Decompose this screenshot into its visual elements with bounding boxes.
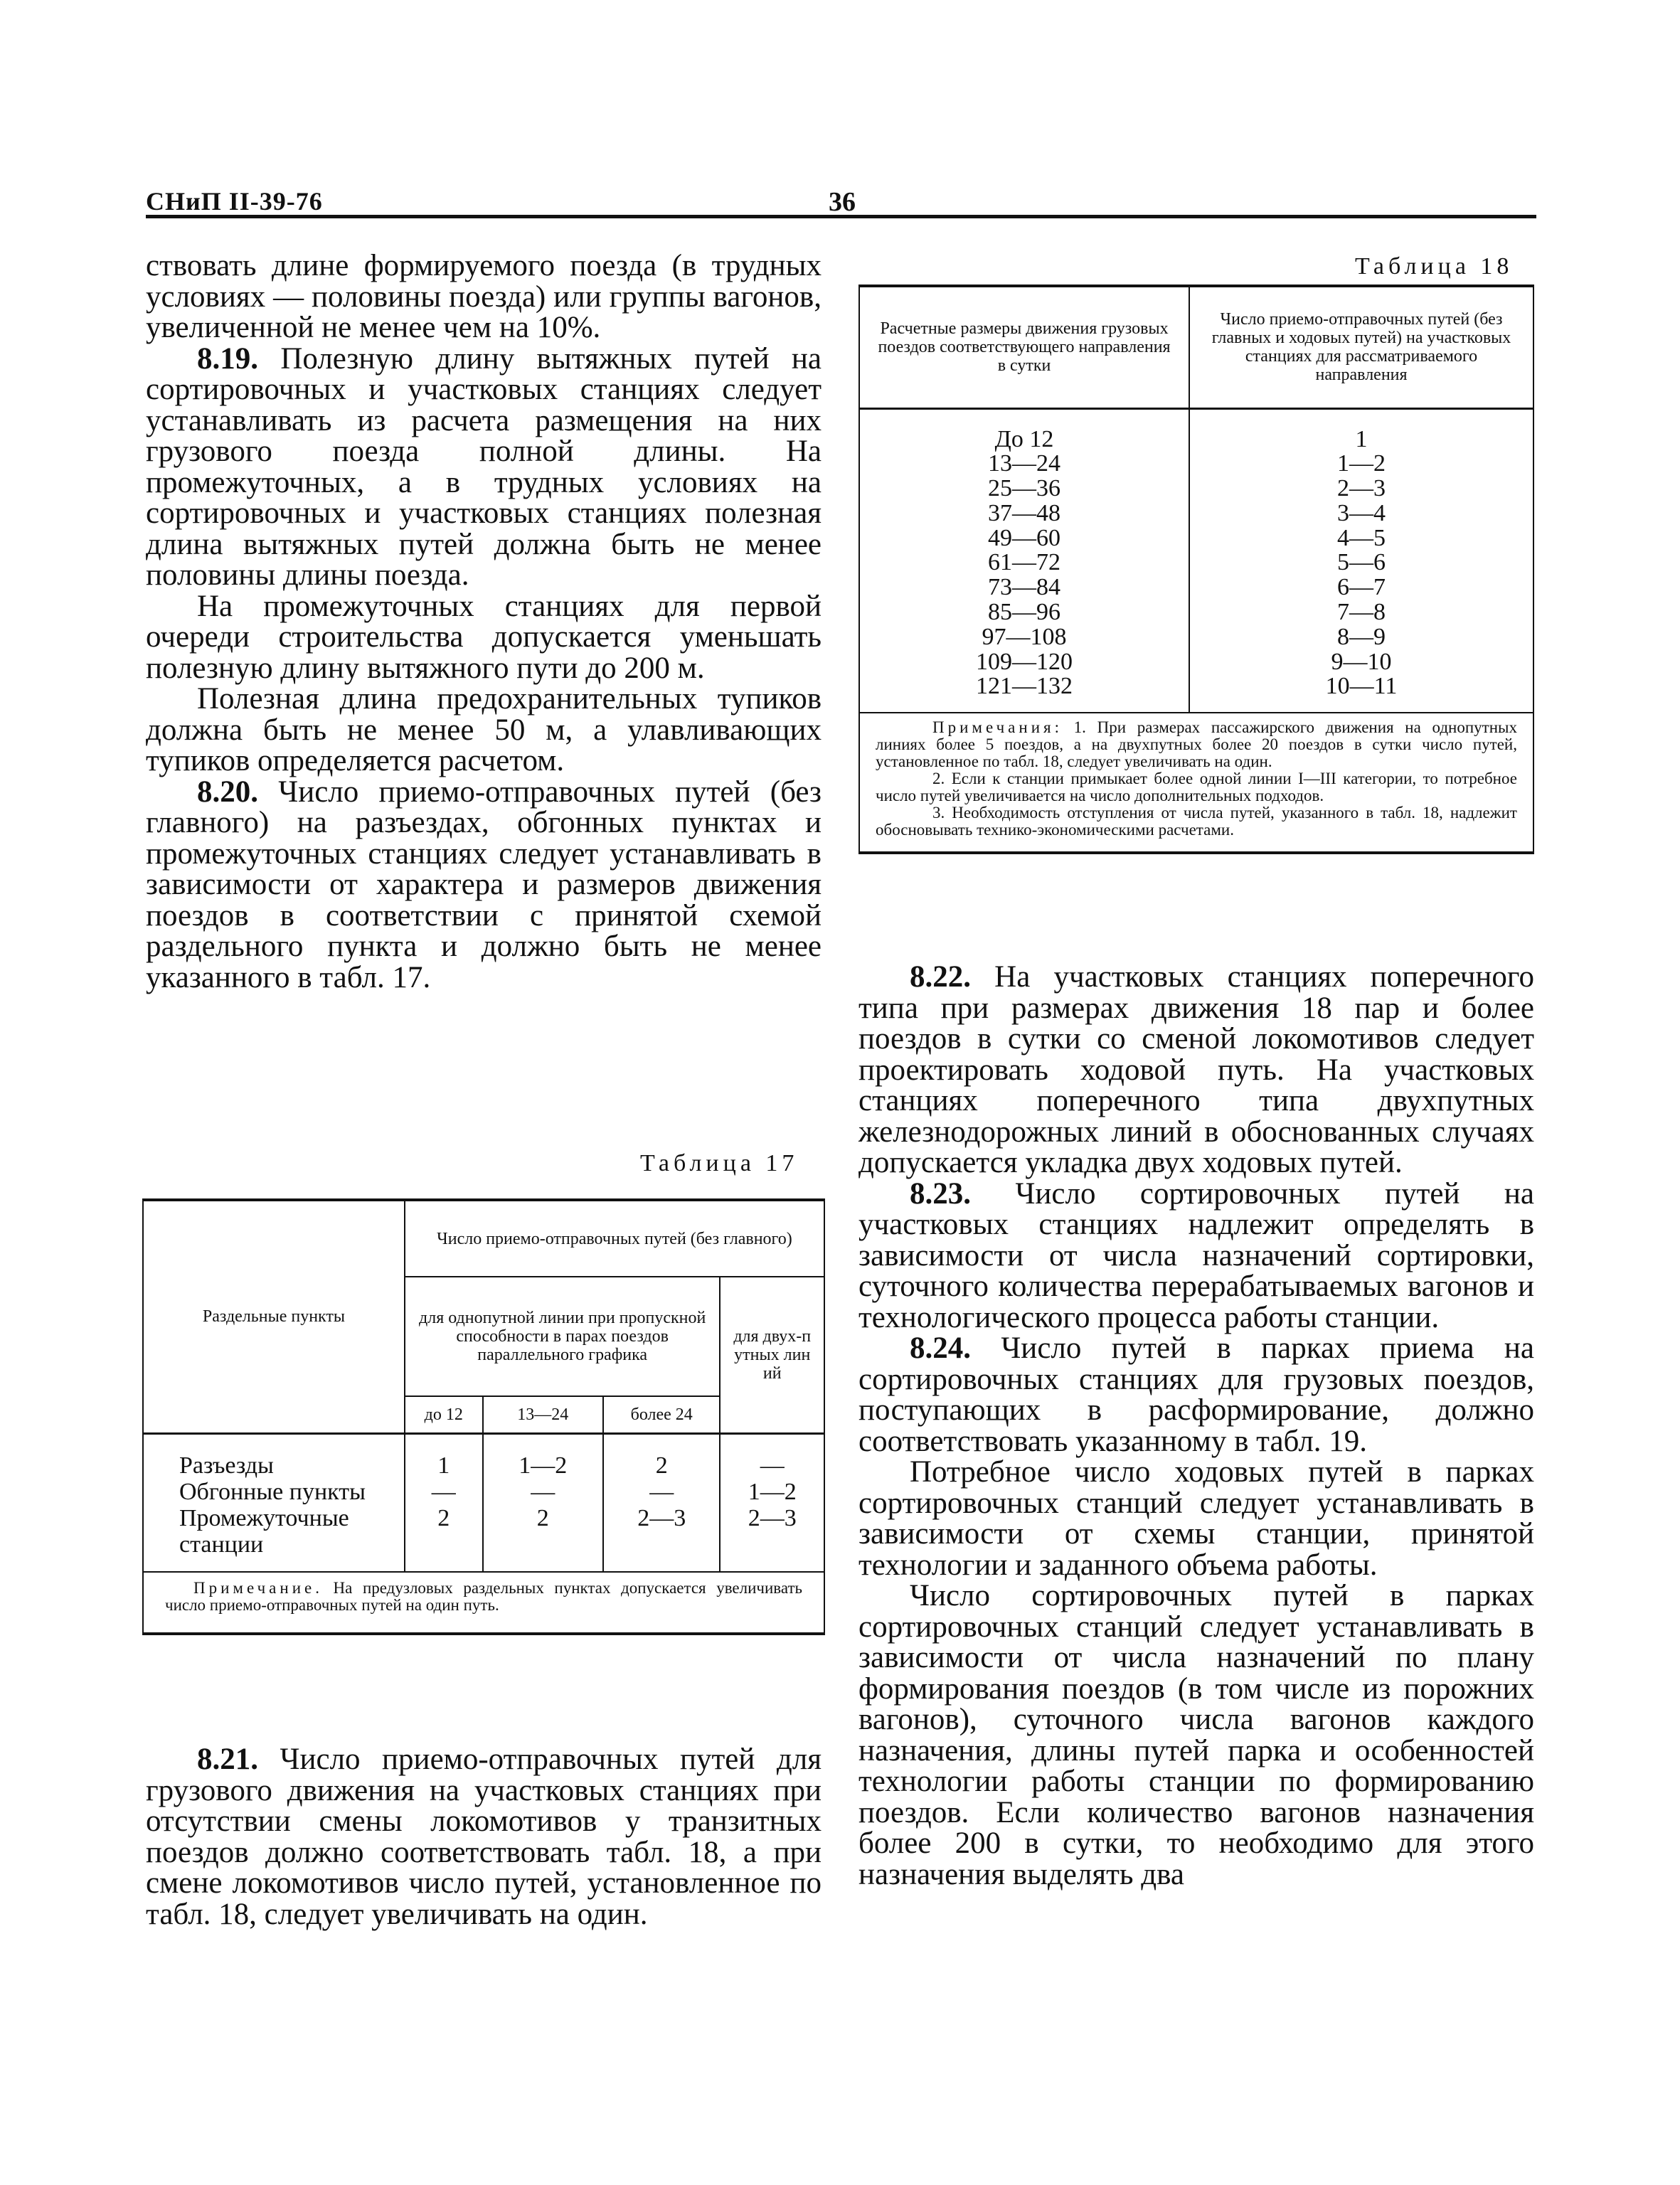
paragraph: На промежуточных станциях для первой очереди строительства допускается уменьшать полезную длину вытяжного пути до 200 м. — [146, 589, 822, 685]
table-cell: До 12 — [994, 425, 1054, 452]
paragraph: ствовать длине формируемого поезда (в трудных условиях — половины поезда) или группы вагонов, увеличенной не менее чем на 10%. — [146, 249, 822, 344]
table-cell: 8—9 — [1337, 623, 1386, 650]
right-column — [858, 962, 1534, 1890]
table-cell: 2 — [437, 1504, 450, 1531]
notes-label: Примечания: — [932, 718, 1063, 737]
paragraph-8-20 — [146, 777, 822, 994]
table-cell: 2—3 — [637, 1504, 686, 1531]
table-cell: 3—4 — [1337, 499, 1386, 526]
table-18-caption: Таблица 18 — [1355, 253, 1514, 280]
table-17-note — [143, 1572, 824, 1634]
table-17-col-2 — [483, 1433, 603, 1572]
table-17-single-track-header: для однопутной линии при пропускной способности в парах поездов параллельного графика — [405, 1277, 721, 1396]
table-18 — [858, 285, 1534, 854]
clause-number: 8.19. — [197, 341, 258, 376]
table-cell: 1 — [437, 1452, 450, 1479]
table-cell: 1—2 — [748, 1478, 797, 1505]
table-cell: 10—11 — [1325, 673, 1398, 700]
table-cell: — — [431, 1478, 456, 1505]
paragraph-text: Число путей в парках приема на сортировочных станциях для грузовых поездов, поступающих в расформирование, должно соответствовать указанному в табл. 19. — [858, 1331, 1534, 1458]
paragraph-text: Полезную длину вытяжных путей на сортировочных и участковых станциях следует устанавливать из расчета размещения на них грузового поезда полной длины. На промежуточных, а в трудных условиях на сортировочных и участковых станциях полезная длина вытяжных путей должна быть не менее половины длины поезда. — [146, 341, 822, 592]
paragraph: Потребное число ходовых путей в парках сортировочных станций следует устанавливать в зависимости от схемы станции, принятой технологии и заданного объема работы. — [858, 1455, 1534, 1582]
paragraph-text: Число сортировочных путей на участковых станциях надлежит определять в зависимости от числа назначений сортировки, суточного количества перерабатываемых вагонов и технологического процесса работы станции. — [858, 1176, 1534, 1334]
clause-number: 8.23. — [910, 1176, 971, 1211]
paragraph-text: Число приемо-отправочных путей (без главного) на разъездах, обгонных пунктах и промежуточных станциях следует устанавливать в зависимости от характера и размеров движения поездов в соответствии с принятой схемой раздельного пункта и должно быть не менее указанного в табл. 17. — [146, 775, 822, 994]
clause-number: 8.21. — [197, 1743, 258, 1776]
table-cell: 109—120 — [976, 648, 1073, 675]
table-17-subcol: 13—24 — [483, 1396, 603, 1433]
table-18-col1-header: Расчетные размеры движения грузовых поездов соответствующего направления в сутки — [859, 286, 1189, 408]
table-row: Разъезды — [179, 1452, 274, 1479]
table-cell: 4—5 — [1337, 524, 1386, 551]
paragraph: Число сортировочных путей в парках сортировочных станций следует устанавливать в зависимости от числа назначений по плану формирования поездов (в том числе из порожних вагонов), суточного числа вагонов каждого назначения, длины путей парка и особенностей технологии работы станции по формированию поездов. Если количество вагонов назначения более 200 в сутки, то необходимо для этого назначения выделять два — [858, 1579, 1534, 1891]
table-18-note-2: 2. Если к станции примыкает более одной линии I—III категории, то потребное число путей увеличивается на число дополнительных подходов. — [876, 770, 1517, 805]
table-cell: 7—8 — [1337, 599, 1386, 626]
table-cell: 37—48 — [988, 499, 1061, 526]
table-cell: 1 — [1355, 425, 1368, 452]
paragraph-8-22 — [858, 962, 1534, 1179]
table-17-col-3 — [603, 1433, 721, 1572]
table-17-group-header: Число приемо-отправочных путей (без главного) — [405, 1200, 824, 1277]
table-cell: 9—10 — [1331, 648, 1392, 675]
table-row: Промежуточные станции — [179, 1504, 349, 1558]
paragraph-8-23 — [858, 1176, 1534, 1334]
table-cell: 2—3 — [748, 1504, 797, 1531]
paragraph-text: На участковых станциях поперечного типа при размерах движения 18 пар и более поездов в сутки со сменой локомотивов следует проектировать ходовой путь. На участковых станциях поперечного типа двухпутных железнодорожных линий в обоснованных случаях допускается укладка двух ходовых путей. — [858, 960, 1534, 1179]
page-number: 36 — [829, 187, 856, 217]
left-column-lower — [146, 1744, 822, 1930]
paragraph-8-21 — [146, 1744, 822, 1930]
table-18-note-3: 3. Необходимость отступления от числа путей, указанного в табл. 18, надлежит обосновывать технико-экономическими расчетами. — [876, 804, 1517, 839]
table-17-caption: Таблица 17 — [640, 1150, 799, 1176]
table-cell: 49—60 — [988, 524, 1061, 551]
paragraph: Полезная длина предохранительных тупиков должна быть не менее 50 м, а улавливающих тупиков определяется расчетом. — [146, 682, 822, 777]
table-cell: — — [760, 1452, 785, 1479]
header-rule — [146, 215, 1536, 218]
table-cell: 97—108 — [982, 623, 1067, 650]
clause-number: 8.22. — [910, 960, 971, 994]
table-cell: 6—7 — [1337, 574, 1386, 601]
table-17-subcol: более 24 — [603, 1396, 721, 1433]
table-cell: 73—84 — [988, 574, 1061, 601]
table-17-col-4 — [720, 1433, 824, 1572]
table-cell: 85—96 — [988, 599, 1061, 626]
note-label: Примечание. — [193, 1579, 323, 1597]
table-17-row-header: Раздельные пункты — [143, 1200, 405, 1433]
table-17-subcol: до 12 — [405, 1396, 483, 1433]
table-cell: — — [649, 1478, 674, 1505]
left-column-upper — [146, 250, 822, 993]
table-cell: 121—132 — [976, 673, 1073, 700]
note-text: На предузловых раздельных пунктах допускается увеличивать число приемо-отправочных путей на один путь. — [165, 1579, 802, 1614]
table-18-notes — [859, 713, 1533, 853]
table-cell: 61—72 — [988, 549, 1061, 576]
paragraph-text: Число приемо-отправочных путей для грузового движения на участковых станциях при отсутствии смены локомотивов у транзитных поездов должно соответствовать табл. 18, а при смене локомотивов число путей, установленное по табл. 18, следует увеличивать на один. — [146, 1743, 822, 1931]
clause-number: 8.24. — [910, 1331, 971, 1365]
table-17-names — [143, 1433, 405, 1572]
table-cell: 25—36 — [988, 475, 1061, 502]
document-code: СНиП II-39-76 — [146, 187, 323, 216]
note-text: 1. При размерах пассажирского движения на однопутных линиях более 5 поездов, а на двухпутных более 20 поездов в сутки число путей, установленное по табл. 18, следует увеличивать на один. — [876, 718, 1517, 771]
table-cell: 5—6 — [1337, 549, 1386, 576]
table-cell: 2 — [536, 1504, 549, 1531]
table-cell: 13—24 — [988, 450, 1061, 477]
clause-number: 8.20. — [197, 775, 258, 809]
table-17 — [142, 1198, 825, 1635]
table-18-col2-header: Число приемо-отправочных путей (без главных и ходовых путей) на участковых станциях для рассматриваемого направления — [1189, 286, 1533, 408]
page-header — [146, 186, 1536, 215]
paragraph-8-24 — [858, 1333, 1534, 1457]
table-cell: — — [531, 1478, 555, 1505]
table-cell: 1—2 — [1337, 450, 1386, 477]
table-17-col-1 — [405, 1433, 483, 1572]
table-row: Обгонные пункты — [179, 1478, 366, 1505]
table-17-double-track-header: для двух-путных линий — [720, 1277, 824, 1433]
table-18-col-2 — [1189, 408, 1533, 713]
paragraph-8-19 — [146, 341, 822, 592]
table-18-col-1 — [859, 408, 1189, 713]
table-cell: 2 — [655, 1452, 668, 1479]
table-cell: 1—2 — [519, 1452, 568, 1479]
table-cell: 2—3 — [1337, 475, 1386, 502]
table-18-note-1 — [876, 719, 1517, 770]
